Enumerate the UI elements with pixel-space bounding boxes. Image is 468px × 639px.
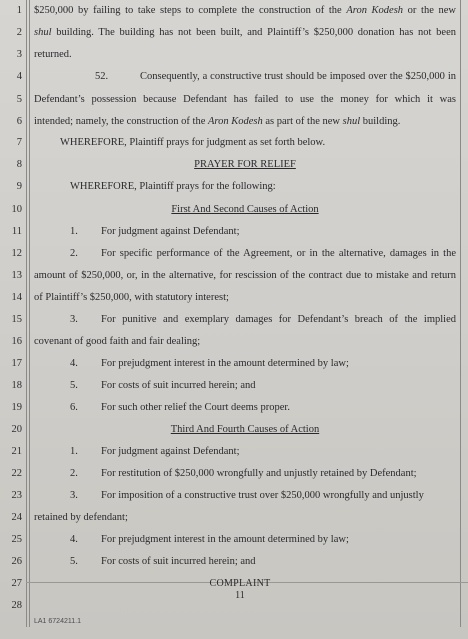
body-line-13: amount of $250,000, or, in the alternative, for rescission of the contract due to mistake and return [34,270,456,281]
body-line-1 [34,5,456,17]
item-number: 1. [70,226,78,237]
item-number: 4. [70,358,78,369]
text-run: intended; namely, the construction of the [34,116,208,127]
body-line-3: returned. [34,49,72,60]
body-line-14: of Plaintiff’s $250,000, with statutory interest; [34,292,229,303]
line-number: 19 [11,402,22,413]
document-id: LA1 6724211.1 [34,618,81,625]
body-line-7: WHEREFORE, Plaintiff prays for judgment as set forth below. [60,137,326,148]
body-line-24: retained by defendant; [34,512,128,523]
item-text: For judgment against Defendant; [101,226,240,237]
item-text: For judgment against Defendant; [101,446,240,457]
item-text: For such other relief the Court deems proper. [101,402,290,413]
line-number: 24 [11,512,22,523]
body-line-4: Consequently, a constructive trust should be imposed over the $250,000 in [140,71,456,82]
text-run-italic: shul [342,116,361,127]
line-number: 23 [11,490,22,501]
margin-rule-left-inner [29,0,30,627]
text-run: building. The building has not been built, and Plaintiff’s $250,000 donation has not been [51,27,456,38]
body-line-2 [34,27,456,39]
text-run: as part of the new [262,116,343,127]
line-number: 14 [11,292,22,303]
footer-title: COMPLAINT [209,578,271,589]
line-number: 3 [16,49,22,60]
line-number: 28 [11,600,22,611]
line-number: 2 [16,27,22,38]
text-run: $250,000 by failing to take steps to complete the construction of the [34,5,347,16]
line-number: 1 [16,5,22,16]
item-number: 3. [70,490,78,501]
body-line-6 [34,116,400,128]
page-number: 11 [235,590,245,601]
item-number: 6. [70,402,78,413]
line-number: 11 [11,226,22,237]
line-number: 4 [16,71,22,82]
line-number: 20 [11,424,22,435]
line-number: 9 [16,181,22,192]
text-run: building. [360,116,401,127]
section-heading-1: First And Second Causes of Action [171,204,319,215]
line-number: 22 [11,468,22,479]
margin-rule-right [460,0,461,627]
line-number: 21 [11,446,22,457]
text-run-italic: Aron Kodesh [346,5,404,16]
line-number: 7 [16,137,22,148]
item-number: 2. [70,248,78,259]
line-number: 27 [11,578,22,589]
line-number: 10 [11,204,22,215]
paragraph-number: 52. [95,71,109,82]
margin-rule-left-outer [26,0,27,627]
line-number: 25 [11,534,22,545]
section-heading-2: Third And Fourth Causes of Action [170,424,320,435]
line-number: 8 [16,159,22,170]
body-line-16: covenant of good faith and fair dealing; [34,336,201,347]
item-number: 3. [70,314,78,325]
body-line-9: WHEREFORE, Plaintiff prays for the following: [70,181,276,192]
body-line-5: Defendant’s possession because Defendant has failed to use the money for which it was [34,94,456,105]
text-run-italic: shul [34,27,52,38]
item-text: For costs of suit incurred herein; and [101,556,256,567]
line-number: 12 [11,248,22,259]
item-number: 2. [70,468,78,479]
text-run: or the new [403,5,456,16]
line-number: 26 [11,556,22,567]
line-number: 6 [16,116,22,127]
item-text: For imposition of a constructive trust over $250,000 wrongfully and unjustly [101,490,424,501]
line-number: 16 [11,336,22,347]
item-number: 4. [70,534,78,545]
item-text: For specific performance of the Agreement, or in the alternative, damages in the [101,248,456,259]
item-text: For prejudgment interest in the amount determined by law; [101,534,349,545]
prayer-heading: PRAYER FOR RELIEF [194,159,296,170]
line-number: 18 [11,380,22,391]
line-number: 15 [11,314,22,325]
item-text: For restitution of $250,000 wrongfully and unjustly retained by Defendant; [101,468,417,479]
item-number: 1. [70,446,78,457]
line-number: 17 [11,358,22,369]
line-number: 5 [16,94,22,105]
item-text: For prejudgment interest in the amount determined by law; [101,358,349,369]
item-number: 5. [70,380,78,391]
line-number: 13 [11,270,22,281]
item-text: For punitive and exemplary damages for Defendant’s breach of the implied [101,314,456,325]
text-run-italic: Aron Kodesh [207,116,263,127]
item-text: For costs of suit incurred herein; and [101,380,256,391]
item-number: 5. [70,556,78,567]
